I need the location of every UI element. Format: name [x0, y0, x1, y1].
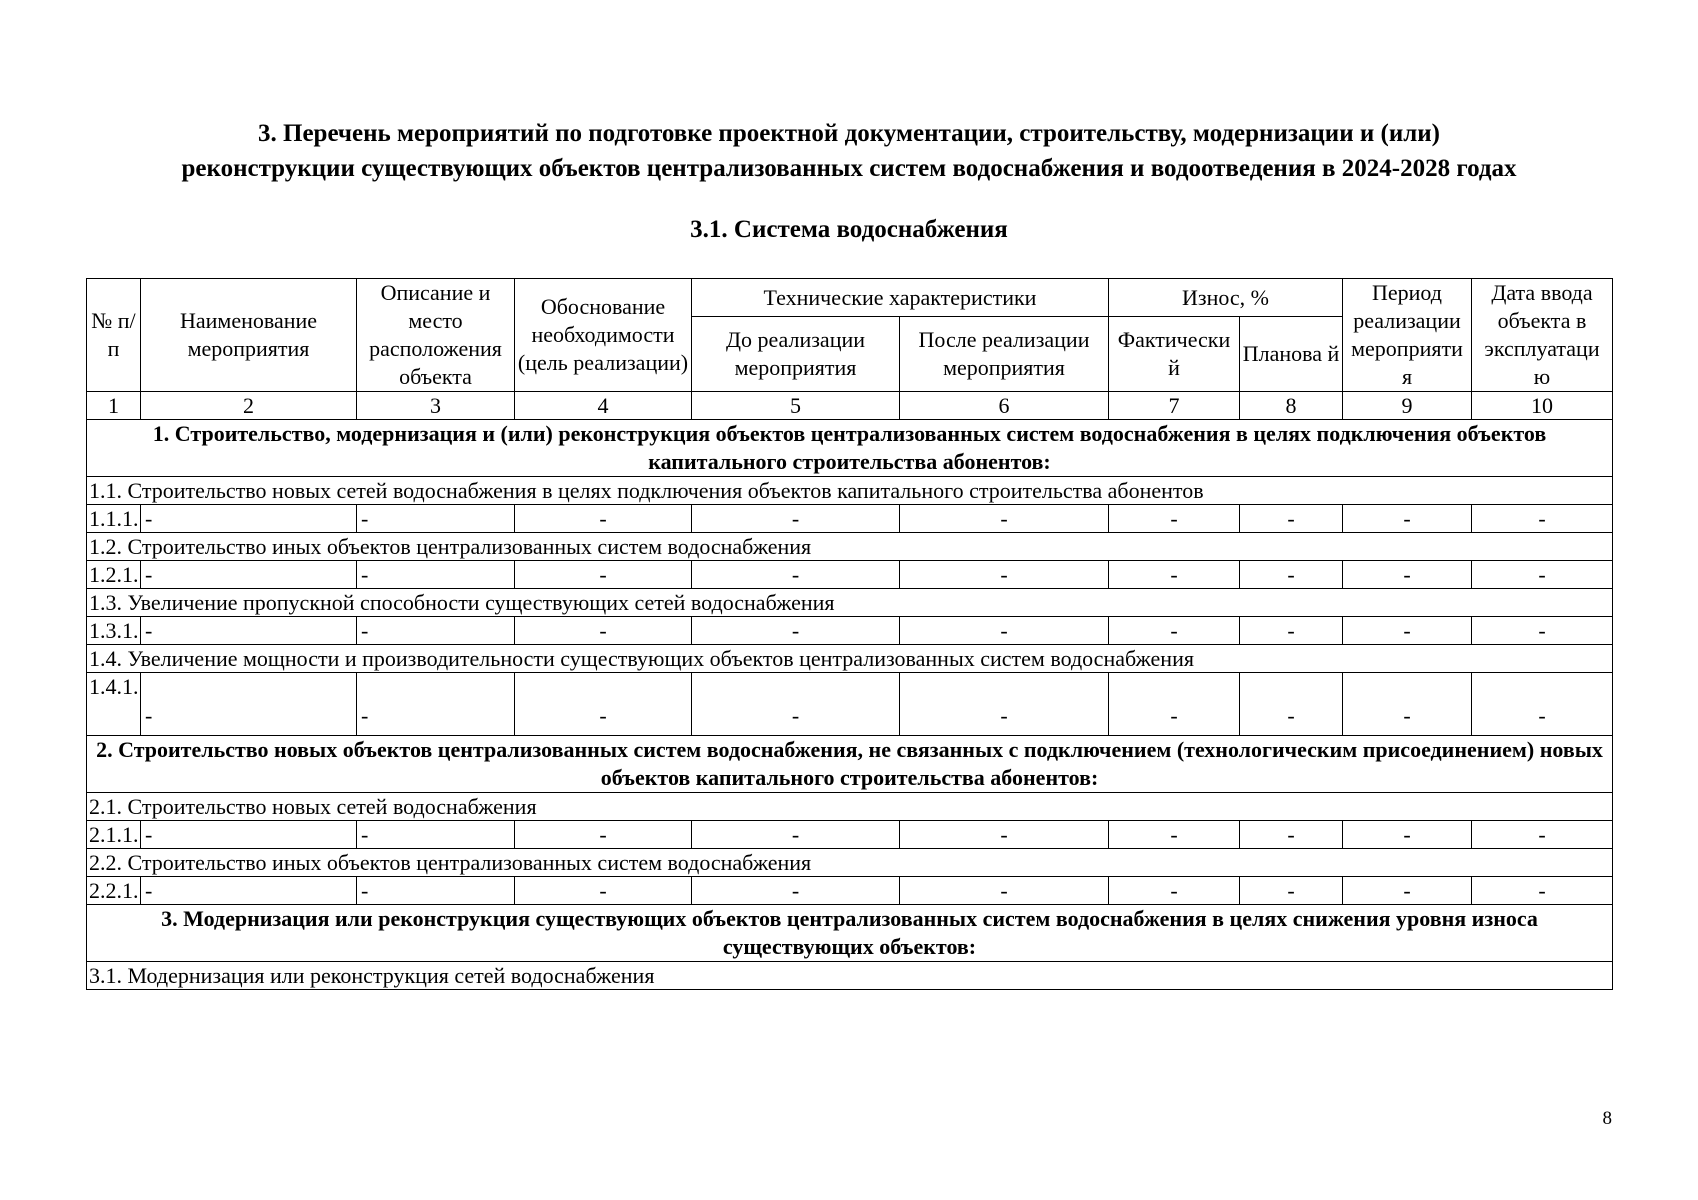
- column-number: 3: [357, 392, 515, 420]
- cell-dash: -: [141, 561, 357, 589]
- cell-dash: -: [515, 561, 692, 589]
- section-row: [87, 736, 1613, 793]
- cell-dash: -: [1109, 505, 1240, 533]
- cell-dash: -: [1109, 561, 1240, 589]
- cell-dash: -: [1240, 561, 1343, 589]
- header-description: Описание и место расположения объекта: [357, 279, 515, 392]
- table-row: [87, 877, 1613, 905]
- cell-dash: -: [1472, 505, 1613, 533]
- table-row: [87, 561, 1613, 589]
- title-line-1: 3. Перечень мероприятий по подготовке проектной документации, строительству, модернизации и (или): [258, 120, 1440, 147]
- column-number: 2: [141, 392, 357, 420]
- section-title: 2. Строительство новых объектов централизованных систем водоснабжения, не связанных с подключением (технологическим присоединением) новых объектов капитального строительства абонентов:: [87, 736, 1613, 793]
- subsection-title: 1.4. Увеличение мощности и производительности существующих объектов централизованных систем водоснабжения: [87, 645, 1613, 673]
- item-number: 1.2.1.: [87, 561, 141, 589]
- column-numbers-row: [87, 392, 1613, 420]
- cell-dash: -: [357, 877, 515, 905]
- cell-dash: -: [1240, 505, 1343, 533]
- subsection-title: 1.3. Увеличение пропускной способности существующих сетей водоснабжения: [87, 589, 1613, 617]
- cell-dash: -: [141, 877, 357, 905]
- cell-dash: -: [900, 617, 1109, 645]
- cell-dash: -: [900, 821, 1109, 849]
- section-row: [87, 905, 1613, 962]
- cell-dash: -: [1240, 673, 1343, 736]
- column-number: 6: [900, 392, 1109, 420]
- cell-dash: -: [515, 821, 692, 849]
- table-row: [87, 505, 1613, 533]
- cell-dash: -: [357, 673, 515, 736]
- cell-dash: -: [692, 561, 900, 589]
- cell-dash: -: [1472, 821, 1613, 849]
- header-tech-after: После реализации мероприятия: [900, 317, 1109, 392]
- cell-dash: -: [357, 617, 515, 645]
- subsection-row: [87, 477, 1613, 505]
- section-title: 3. Модернизация или реконструкция существующих объектов централизованных систем водоснабжения в целях снижения уровня износа существующих объектов:: [87, 905, 1613, 962]
- cell-dash: -: [357, 821, 515, 849]
- page-number: 8: [1602, 1108, 1612, 1129]
- cell-dash: -: [141, 617, 357, 645]
- cell-dash: -: [1472, 877, 1613, 905]
- cell-dash: -: [1109, 617, 1240, 645]
- cell-dash: -: [692, 877, 900, 905]
- cell-dash: -: [900, 877, 1109, 905]
- column-number: 1: [87, 392, 141, 420]
- cell-dash: -: [1343, 877, 1472, 905]
- table-row: [87, 617, 1613, 645]
- cell-dash: -: [900, 673, 1109, 736]
- item-number: 1.4.1.: [87, 673, 141, 736]
- cell-dash: -: [1343, 505, 1472, 533]
- column-number: 4: [515, 392, 692, 420]
- item-number: 2.1.1.: [87, 821, 141, 849]
- cell-dash: -: [1240, 617, 1343, 645]
- cell-dash: -: [1343, 561, 1472, 589]
- cell-dash: -: [1343, 821, 1472, 849]
- subsection-title: 2.1. Строительство новых сетей водоснабжения: [87, 793, 1613, 821]
- header-wear-actual: Фактически й: [1109, 317, 1240, 392]
- header-name: Наименование мероприятия: [141, 279, 357, 392]
- section-subtitle: 3.1. Система водоснабжения: [690, 216, 1008, 243]
- subsection-title: 1.1. Строительство новых сетей водоснабжения в целях подключения объектов капитального строительства абонентов: [87, 477, 1613, 505]
- cell-dash: -: [692, 505, 900, 533]
- table-row: [87, 673, 1613, 736]
- cell-dash: -: [515, 673, 692, 736]
- header-tech-before: До реализации мероприятия: [692, 317, 900, 392]
- item-number: 1.3.1.: [87, 617, 141, 645]
- column-number: 8: [1240, 392, 1343, 420]
- cell-dash: -: [1472, 673, 1613, 736]
- header-date: Дата ввода объекта в эксплуатаци ю: [1472, 279, 1613, 392]
- subsection-row: [87, 793, 1613, 821]
- cell-dash: -: [141, 673, 357, 736]
- column-number: 5: [692, 392, 900, 420]
- table-row: [87, 821, 1613, 849]
- header-num: № п/п: [87, 279, 141, 392]
- header-wear-planned: Планова й: [1240, 317, 1343, 392]
- cell-dash: -: [1240, 821, 1343, 849]
- column-number: 7: [1109, 392, 1240, 420]
- column-number: 10: [1472, 392, 1613, 420]
- cell-dash: -: [900, 561, 1109, 589]
- subsection-row: [87, 849, 1613, 877]
- subsection-row: [87, 533, 1613, 561]
- cell-dash: -: [515, 877, 692, 905]
- cell-dash: -: [141, 821, 357, 849]
- cell-dash: -: [357, 505, 515, 533]
- cell-dash: -: [1343, 673, 1472, 736]
- cell-dash: -: [692, 617, 900, 645]
- document-title: [0, 116, 1698, 186]
- cell-dash: -: [1109, 877, 1240, 905]
- cell-dash: -: [141, 505, 357, 533]
- cell-dash: -: [1472, 561, 1613, 589]
- cell-dash: -: [1240, 877, 1343, 905]
- subsection-title: 2.2. Строительство иных объектов централизованных систем водоснабжения: [87, 849, 1613, 877]
- header-justification: Обоснование необходимости (цель реализации): [515, 279, 692, 392]
- column-number: 9: [1343, 392, 1472, 420]
- subsection-row: [87, 962, 1613, 990]
- subsection-title: 1.2. Строительство иных объектов централизованных систем водоснабжения: [87, 533, 1613, 561]
- subsection-title: 3.1. Модернизация или реконструкция сетей водоснабжения: [87, 962, 1613, 990]
- cell-dash: -: [515, 505, 692, 533]
- section-row: [87, 420, 1613, 477]
- cell-dash: -: [692, 673, 900, 736]
- item-number: 2.2.1.: [87, 877, 141, 905]
- header-tech: Технические характеристики: [692, 279, 1109, 317]
- item-number: 1.1.1.: [87, 505, 141, 533]
- section-title: 1. Строительство, модернизация и (или) реконструкция объектов централизованных систем водоснабжения в целях подключения объектов капитального строительства абонентов:: [87, 420, 1613, 477]
- cell-dash: -: [1472, 617, 1613, 645]
- header-period: Период реализации мероприяти я: [1343, 279, 1472, 392]
- cell-dash: -: [357, 561, 515, 589]
- subsection-row: [87, 589, 1613, 617]
- title-line-2: реконструкции существующих объектов централизованных систем водоснабжения и водоотведения в 2024-2028 годах: [181, 155, 1517, 182]
- cell-dash: -: [1343, 617, 1472, 645]
- cell-dash: -: [1109, 673, 1240, 736]
- cell-dash: -: [692, 821, 900, 849]
- header-wear: Износ, %: [1109, 279, 1343, 317]
- cell-dash: -: [900, 505, 1109, 533]
- cell-dash: -: [515, 617, 692, 645]
- cell-dash: -: [1109, 821, 1240, 849]
- subsection-row: [87, 645, 1613, 673]
- measures-table: [86, 278, 1613, 990]
